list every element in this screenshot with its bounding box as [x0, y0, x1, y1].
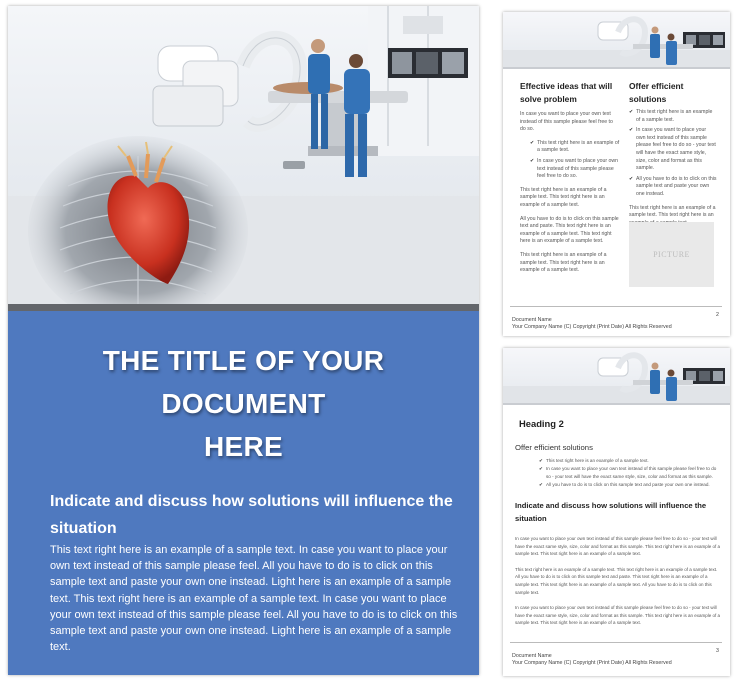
cover-photo [8, 6, 479, 304]
footer-company: Your Company Name (C) Copyright (Print Date) All Rights Reserved [512, 659, 672, 666]
list-item: ✔ All you have to do is to click on this sample text and paste your own one instead. [539, 481, 719, 488]
operating-room-photo [8, 6, 479, 304]
page-3-heading: Heading 2 [519, 418, 564, 429]
page-2-left-intro: In case you want to place your own text instead of this sample please feel free to do so. [520, 111, 613, 133]
page-2-thumbnail[interactable] [503, 12, 730, 336]
page-2-right-list [629, 109, 717, 199]
cover-divider-band [8, 304, 479, 311]
page-3-body [515, 535, 723, 635]
cover-body-text: This text right here is an example of a sample text. In case you want to place your own text instead of this sample please feel. All you have to do is to click on this sample text and paste your own one instead. Light here is an example of a sample text. This text right here is an example of a sample text. In case you want to place your own text instead of this sample please feel. All you have to do is to click on this sample text and paste your own one instead. Light here is an example of a sample text. [50, 544, 458, 654]
page-2-left-column [520, 80, 620, 281]
list-item: ✔ This text right here is an example of a sample text. [530, 140, 620, 155]
document-title [8, 339, 479, 468]
footer-document-name: Document Name [512, 653, 552, 659]
cover-page [8, 6, 479, 675]
list-item: ✔ This text right here is an example of a sample text. [629, 109, 717, 124]
page-2-left-para-3: This text right here is an example of a sample text. This text right here is an example of a sample text. [520, 251, 607, 274]
page-2-right-column [629, 80, 717, 233]
page-3-para-3: In case you want to place your own text instead of this sample please feel free to do so - your text will have the exact same style, size, color and format as this sample. This text right here is an example of a sample text. This text right here is an example of a sample text. [515, 605, 721, 626]
page-3-footer-rule [510, 642, 722, 643]
page-3-subheading: Offer efficient solutions [515, 443, 593, 452]
page-2-left-para-1: This text right here is an example of a sample text. This text right here is an example of a sample text. [520, 186, 607, 208]
list-item: ✔ In case you want to place your own text instead of this sample please feel free to do so - your text will have the exact same style, size, color and format as this sample. [539, 465, 719, 480]
page-3-number: 3 [716, 648, 719, 654]
list-item: ✔ In case you want to place your own text instead of this sample please feel free to do so - your text will have the exact same style, size, color and format as this sample. [629, 127, 717, 173]
list-item: ✔ In case you want to place your own text instead of this sample please feel free to do so. [530, 158, 620, 181]
page-2-header-photo [503, 12, 730, 67]
footer-document-name: Document Name [512, 317, 552, 323]
cover-subtitle: Indicate and discuss how solutions will influence the situation [50, 493, 453, 537]
footer-company: Your Company Name (C) Copyright (Print Date) All Rights Reserved [512, 323, 672, 330]
page-2-right-para: This text right here is an example of a sample text. This text right here is an [629, 204, 716, 219]
page-3-header-photo [503, 348, 730, 403]
page-2-right-heading: Offer efficient solutions [629, 81, 684, 104]
title-line-2: DOCUMENT [161, 388, 326, 419]
page-2-left-heading: Effective ideas that will solve problem [520, 81, 613, 104]
list-item: ✔ This text right here is an example of a sample text. [539, 457, 719, 464]
page-3-list [539, 457, 719, 490]
page-3-header-rule [503, 403, 730, 405]
page-2-footer-rule [510, 306, 722, 307]
picture-placeholder [629, 222, 714, 287]
page-2-footer [512, 317, 672, 330]
title-line-3: HERE [204, 431, 283, 462]
list-item: ✔ All you have to do is to click on this sample text and paste your own one instead. [629, 176, 717, 199]
title-line-1: THE TITLE OF YOUR [102, 345, 385, 376]
page-3-thumbnail[interactable] [503, 348, 730, 676]
page-2-left-list [530, 140, 620, 181]
page-3-para-2: This text right here is an example of a sample text. This text right here is an example of a sample text. All you have to do is to click on this sample text and paste. This text right here is an example of a sample text. This text right here is an example of a sample text. All you have to do is to click on this sample text. [515, 566, 718, 595]
picture-label: PICTURE [653, 250, 690, 259]
page-3-footer [512, 653, 672, 666]
page-2-header-rule [503, 67, 730, 69]
page-3-heading-2: Indicate and discuss how solutions will influence the situation [515, 501, 707, 523]
page-2-left-para-2: All you have to do is to click on this sample text and paste. This text right here is an example of a sample text. This text right here is an example of a sample text. [520, 215, 619, 245]
page-3-para-1: In case you want to place your own text instead of this sample please feel free to do so - your text will have the exact same style, size, color and format as this sample. This text right here is an example of a sample text. This text right here is an example of a sample text. [515, 536, 721, 557]
page-2-number: 2 [716, 312, 719, 318]
